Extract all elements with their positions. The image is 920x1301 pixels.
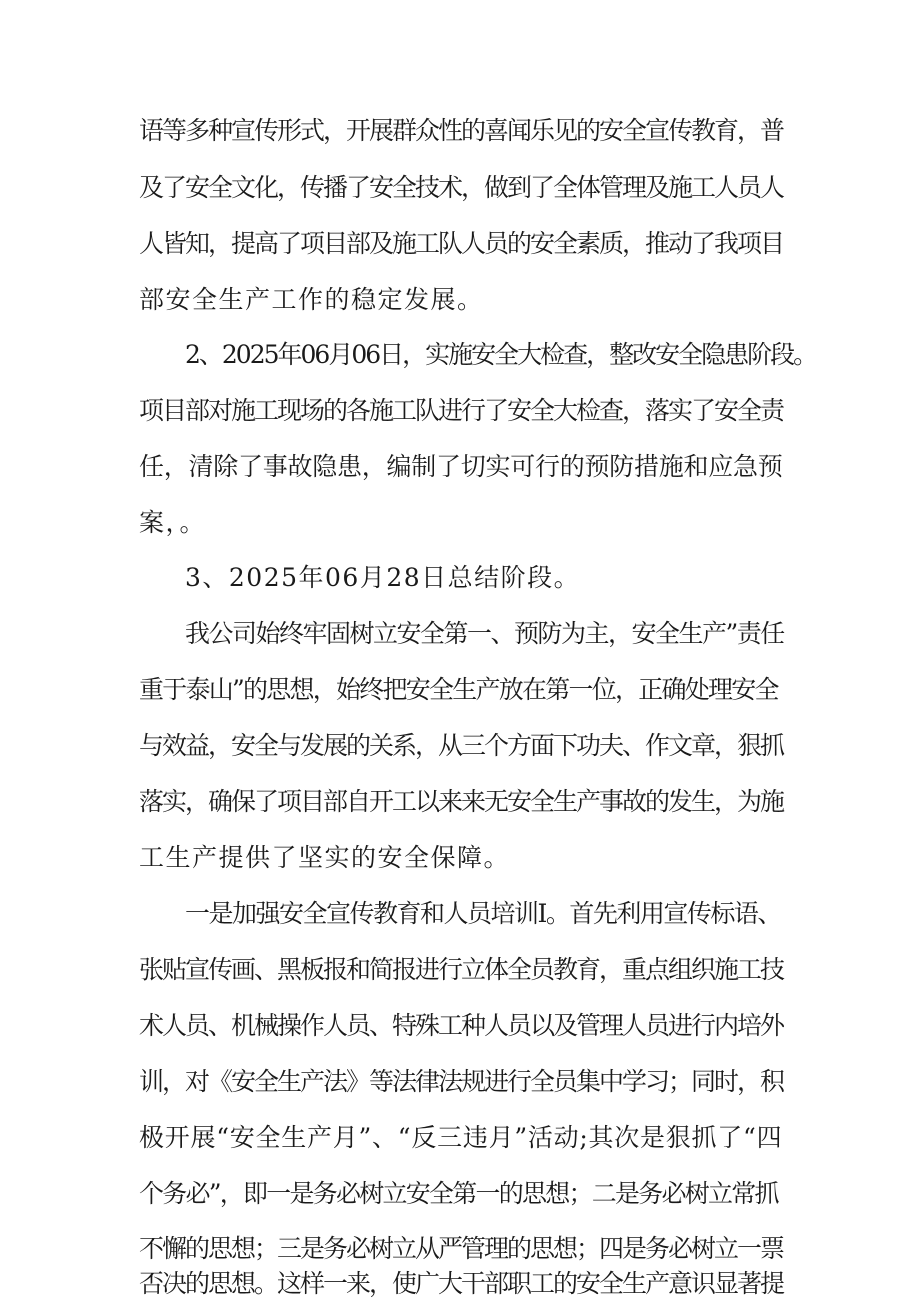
text-line: 我公司始终牢固树立安全第一、预防为主，安全生产”责任 — [185, 619, 784, 648]
text-line: 落实，确保了项目部自开工以来来无安全生产事故的发生，为施 — [139, 787, 784, 816]
text-line: 训，对《安全生产法》等法律法规进行全员集中学习；同时，积 — [139, 1067, 784, 1096]
text-line: 术人员、机械操作人员、特殊工种人员以及管理人员进行内培外 — [139, 1011, 784, 1040]
text-line: 任，清除了事故隐患，编制了切实可行的预防措施和应急预 — [139, 452, 783, 481]
text-line: 重于泰山”的思想，始终把安全生产放在第一位，正确处理安全 — [139, 675, 778, 704]
text-line: 张贴宣传画、黑板报和简报进行立体全员教育，重点组织施工技 — [139, 955, 784, 984]
text-line: 人皆知，提高了项目部及施工队人员的安全素质，推动了我项目 — [139, 229, 784, 258]
text-line: 否决的思想。这样一来，使广大干部职工的安全生产意识显著提 — [139, 1269, 784, 1298]
text-line: 3、2025年06月28日总结阶段。 — [185, 563, 581, 592]
text-line: 与效益，安全与发展的关系，从三个方面下功夫、作文章，狠抓 — [139, 731, 784, 760]
text-line: 2、2025年06月06日，实施安全大检查，整改安全隐患阶段。 — [185, 340, 817, 369]
text-line: 及了安全文化，传播了安全技术，做到了全体管理及施工人员人 — [139, 173, 784, 202]
text-line: 案，。 — [139, 508, 207, 537]
text-line: 项目部对施工现场的各施工队进行了安全大检查，落实了安全责 — [139, 396, 784, 425]
text-line: 部安全生产工作的稳定发展。 — [139, 285, 484, 314]
text-line: 极开展“安全生产月”、“反三违月”活动;其次是狠抓了“四 — [139, 1123, 783, 1152]
text-line: 一是加强安全宣传教育和人员培训I。首先利用宣传标语、 — [185, 899, 781, 928]
text-line: 语等多种宣传形式，开展群众性的喜闻乐见的安全宣传教育，普 — [139, 116, 784, 145]
text-line: 工生产提供了坚实的安全保障。 — [139, 843, 511, 872]
text-line: 个务必”，即一是务必树立安全第一的思想；二是务必树立常抓 — [139, 1179, 778, 1208]
text-line: 不懈的思想；三是务必树立从严管理的思想；四是务必树立一票 — [139, 1234, 784, 1263]
